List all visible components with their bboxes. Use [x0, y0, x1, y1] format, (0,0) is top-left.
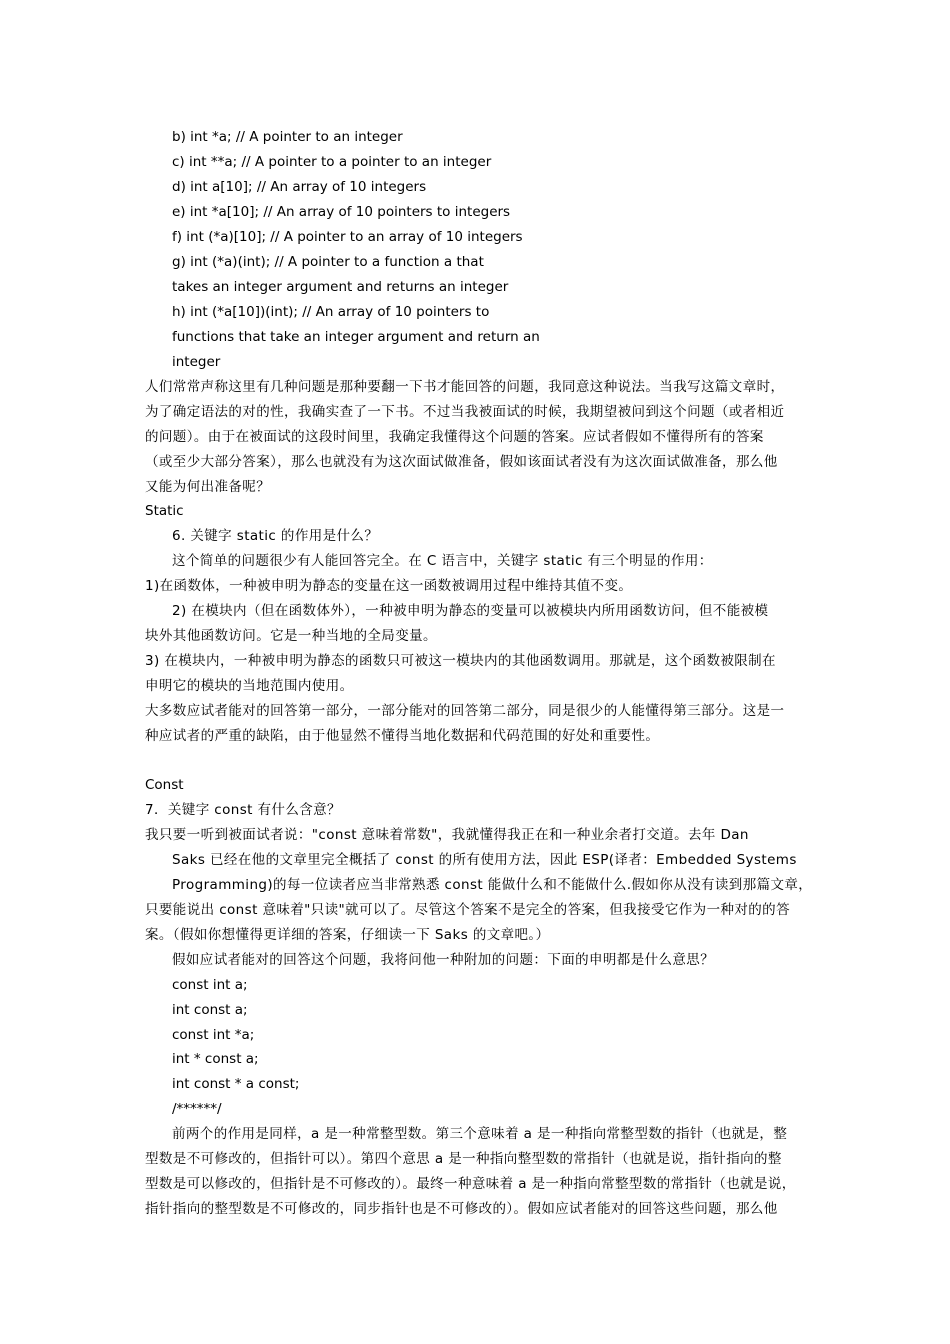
paragraph-line: 种应试者的严重的缺陷，由于他显然不懂得当地化数据和代码范围的好处和重要性。 — [145, 728, 660, 744]
list-item: 3) 在模块内，一种被申明为静态的函数只可被这一模块内的其他函数调用。那就是，这个函数被限制在 — [145, 653, 776, 669]
code-line: int * const a; — [172, 1051, 259, 1067]
paragraph-line: 型数是不可修改的，但指针可以）。第四个意思 a 是一种指向整型数的常指针（也就是说，指针指向的整 — [145, 1151, 782, 1167]
code-line-b: b) int *a; // A pointer to an integer — [172, 129, 403, 145]
paragraph-line: 只要能说出 const 意味着"只读"就可以了。尽管这个答案不是完全的答案，但我接受它作为一种对的的答 — [145, 902, 790, 918]
section-heading-const: Const — [145, 777, 184, 793]
code-line: const int *a; — [172, 1027, 255, 1043]
paragraph-line: 指针指向的整型数是不可修改的，同步指针也是不可修改的）。假如应试者能对的回答这些问题，那么他 — [145, 1201, 778, 1217]
list-item: 2) 在模块内（但在函数体外），一种被申明为静态的变量可以被模块内所用函数访问，但不能被模 — [172, 603, 769, 619]
list-item: 1)在函数体，一种被申明为静态的变量在这一函数被调用过程中维持其值不变。 — [145, 578, 633, 594]
paragraph-line: 案。（假如你想懂得更详细的答案，仔细读一下 Saks 的文章吧。） — [145, 927, 550, 943]
question-6: 6. 关键字 static 的作用是什么？ — [172, 528, 379, 544]
code-line-h-end: integer — [172, 354, 221, 370]
code-line: int const * a const; — [172, 1076, 300, 1092]
paragraph-line: 前两个的作用是同样，a 是一种常整型数。第三个意味着 a 是一种指向常整型数的指针（也就是，整 — [172, 1126, 788, 1142]
code-line: /******/ — [172, 1101, 222, 1117]
paragraph-line: Saks 已经在他的文章里完全概括了 const 的所有使用方法，因此 ESP(译者：Embedded Systems — [172, 852, 797, 868]
code-line: int const a; — [172, 1002, 248, 1018]
paragraph-line: Programming)的每一位读者应当非常熟悉 const 能做什么和不能做什么.假如你从没有读到那篇文章， — [172, 877, 813, 893]
paragraph-line: （或至少大部分答案），那么也就没有为这次面试做准备，假如该面试者没有为这次面试做准备，那么他 — [145, 454, 778, 470]
paragraph-line: 为了确定语法的对的性，我确实查了一下书。不过当我被面试的时候，我期望被问到这个问题（或者相近 — [145, 404, 785, 420]
paragraph-line: 我只要一听到被面试者说："const 意味着常数"，我就懂得我正在和一种业余者打交道。去年 Dan — [145, 827, 749, 843]
code-line-h-cont: functions that take an integer argument and return an — [172, 329, 540, 345]
code-line-g: g) int (*a)(int); // A pointer to a function a that — [172, 254, 484, 270]
question-7: 7．关键字 const 有什么含意？ — [145, 802, 341, 818]
section-heading-static: Static — [145, 503, 184, 519]
paragraph-line: 又能为何出准备呢？ — [145, 479, 271, 495]
paragraph-line: 的问题）。由于在被面试的这段时间里，我确定我懂得这个问题的答案。应试者假如不懂得所有的答案 — [145, 429, 764, 445]
paragraph-line: 大多数应试者能对的回答第一部分，一部分能对的回答第二部分，同是很少的人能懂得第三部分。这是一 — [145, 703, 785, 719]
list-item-cont: 块外其他函数访问。它是一种当地的全局变量。 — [145, 628, 437, 644]
code-line-f: f) int (*a)[10]; // A pointer to an array of 10 integers — [172, 229, 523, 245]
code-line-e: e) int *a[10]; // An array of 10 pointers to integers — [172, 204, 511, 220]
paragraph-line: 这个简单的问题很少有人能回答完全。在 C 语言中，关键字 static 有三个明显的作用： — [172, 553, 713, 569]
paragraph-line: 假如应试者能对的回答这个问题，我将问他一种附加的问题：下面的申明都是什么意思？ — [172, 952, 715, 968]
code-line-h: h) int (*a[10])(int); // An array of 10 pointers to — [172, 304, 490, 320]
paragraph-line: 人们常常声称这里有几种问题是那种要翻一下书才能回答的问题，我同意这种说法。当我写这篇文章时， — [145, 379, 785, 395]
code-line: const int a; — [172, 977, 248, 993]
list-item-cont: 申明它的模块的当地范围内使用。 — [145, 678, 354, 694]
code-line-g-cont: takes an integer argument and returns an integer — [172, 279, 509, 295]
code-line-d: d) int a[10]; // An array of 10 integers — [172, 179, 427, 195]
paragraph-line: 型数是可以修改的，但指针是不可修改的）。最终一种意味着 a 是一种指向常整型数的常指针（也就是说， — [145, 1176, 796, 1192]
code-line-c: c) int **a; // A pointer to a pointer to an integer — [172, 154, 492, 170]
